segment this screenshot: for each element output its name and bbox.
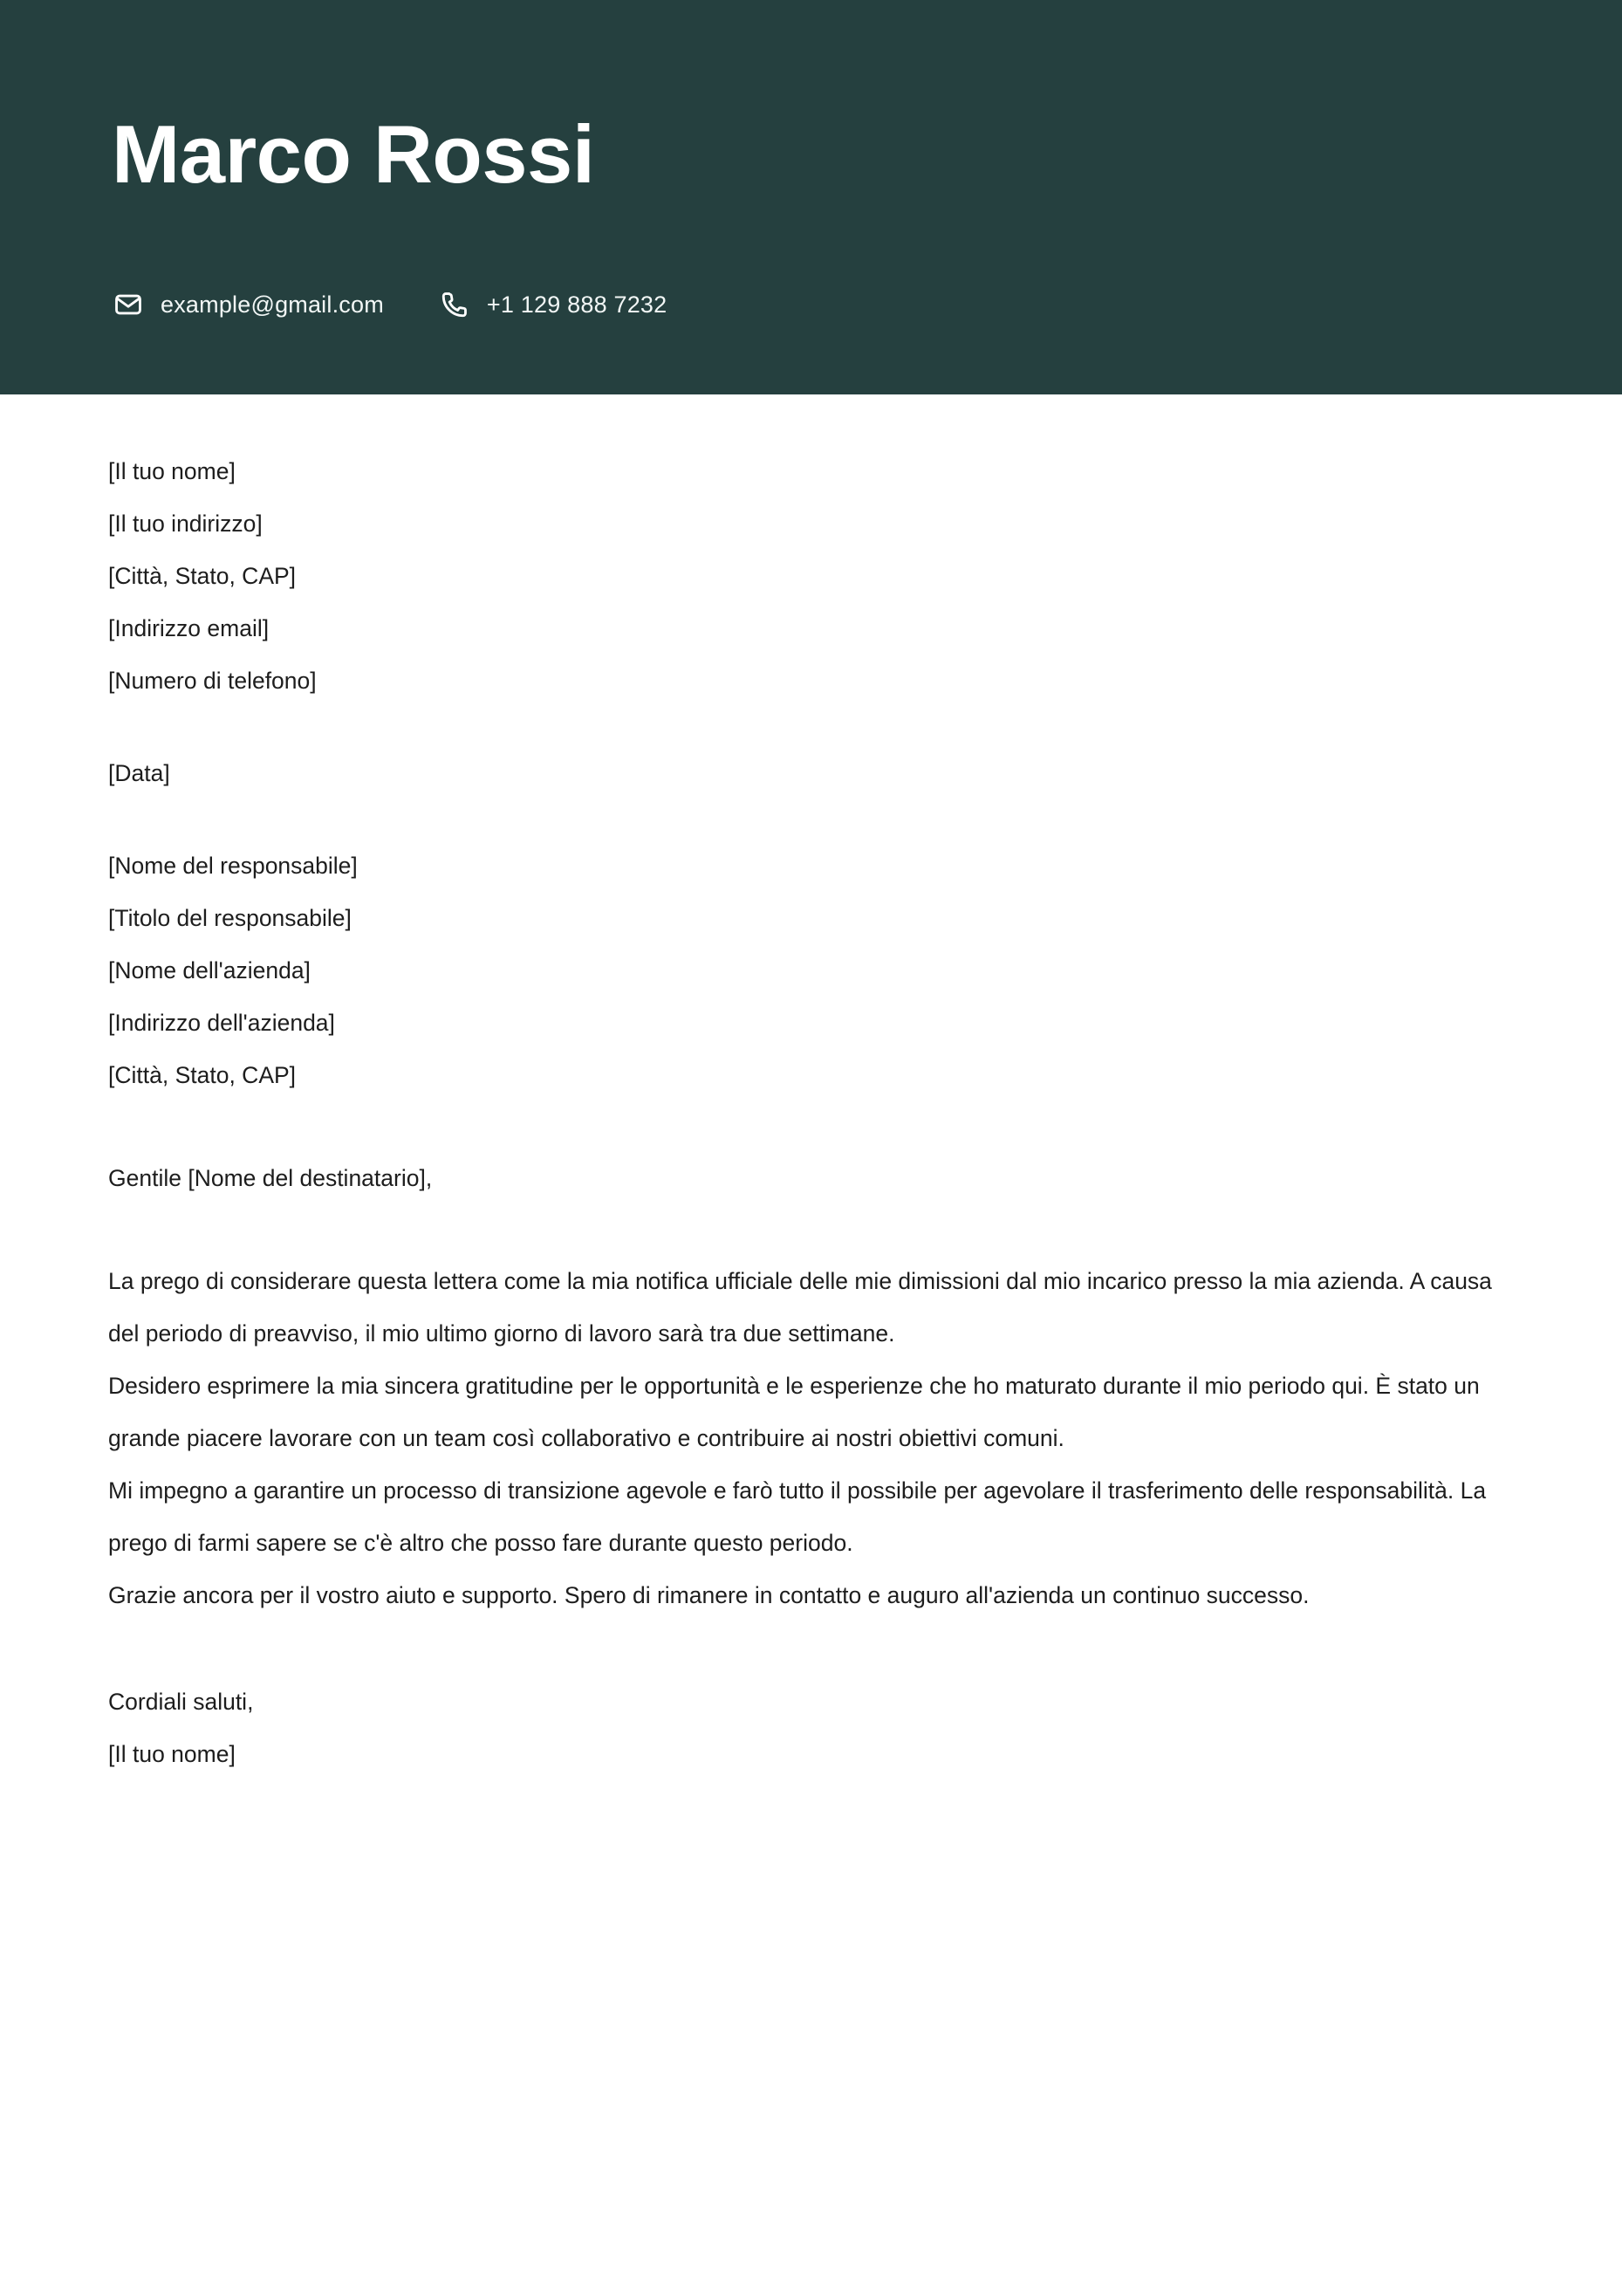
date-line: [Data] <box>108 760 170 786</box>
body-paragraph: Desidero esprimere la mia sincera gratitudine per le opportunità e le esperienze che ho maturato durante il mio periodo qui. È stato un grande piacere lavorare con un team così collaborativo e contribuire ai nostri obiettivi comuni. <box>108 1373 1480 1451</box>
letter-header <box>0 0 1622 394</box>
letter-body <box>108 445 1515 1780</box>
recipient-line: [Nome del responsabile] <box>108 853 358 879</box>
sender-line: [Il tuo indirizzo] <box>108 511 263 537</box>
body-paragraph: Mi impegno a garantire un processo di transizione agevole e farò tutto il possibile per agevolare il trasferimento delle responsabilità. La prego di farmi sapere se c'è altro che posso fare durante questo periodo. <box>108 1477 1487 1556</box>
contact-email[interactable] <box>112 288 384 321</box>
spacer <box>108 799 1515 840</box>
closing-salutation: Cordiali saluti, <box>108 1689 254 1715</box>
recipient-block <box>108 840 1515 1101</box>
closing-block <box>108 1676 1515 1780</box>
recipient-line: [Nome dell'azienda] <box>108 957 311 984</box>
signature-line: [Il tuo nome] <box>108 1741 236 1767</box>
spacer <box>108 1101 1515 1152</box>
sender-line: [Indirizzo email] <box>108 615 270 641</box>
body-paragraph: Grazie ancora per il vostro aiuto e supporto. Spero di rimanere in contatto e auguro all'azienda un continuo successo. <box>108 1582 1310 1608</box>
paragraph-block <box>108 1255 1515 1621</box>
recipient-line: [Città, Stato, CAP] <box>108 1062 297 1088</box>
recipient-line: [Indirizzo dell'azienda] <box>108 1010 335 1036</box>
greeting-line: Gentile [Nome del destinatario], <box>108 1165 433 1191</box>
contact-phone-text: +1 129 888 7232 <box>486 291 667 318</box>
sender-block <box>108 445 1515 707</box>
spacer <box>108 707 1515 747</box>
envelope-icon <box>112 288 145 321</box>
recipient-line: [Titolo del responsabile] <box>108 905 352 931</box>
spacer <box>108 1204 1515 1255</box>
sender-line: [Numero di telefono] <box>108 668 317 694</box>
contact-phone[interactable] <box>438 288 667 321</box>
contact-row <box>112 288 667 321</box>
page-title: Marco Rossi <box>112 108 595 200</box>
spacer <box>108 1621 1515 1676</box>
contact-email-text: example@gmail.com <box>161 291 384 318</box>
sender-line: [Il tuo nome] <box>108 458 236 484</box>
body-paragraph: La prego di considerare questa lettera come la mia notifica ufficiale delle mie dimissioni dal mio incarico presso la mia azienda. A causa del periodo di preavviso, il mio ultimo giorno di lavoro sarà tra due settimane. <box>108 1268 1492 1347</box>
phone-icon <box>438 288 471 321</box>
date-block <box>108 747 1515 799</box>
sender-line: [Città, Stato, CAP] <box>108 563 297 589</box>
